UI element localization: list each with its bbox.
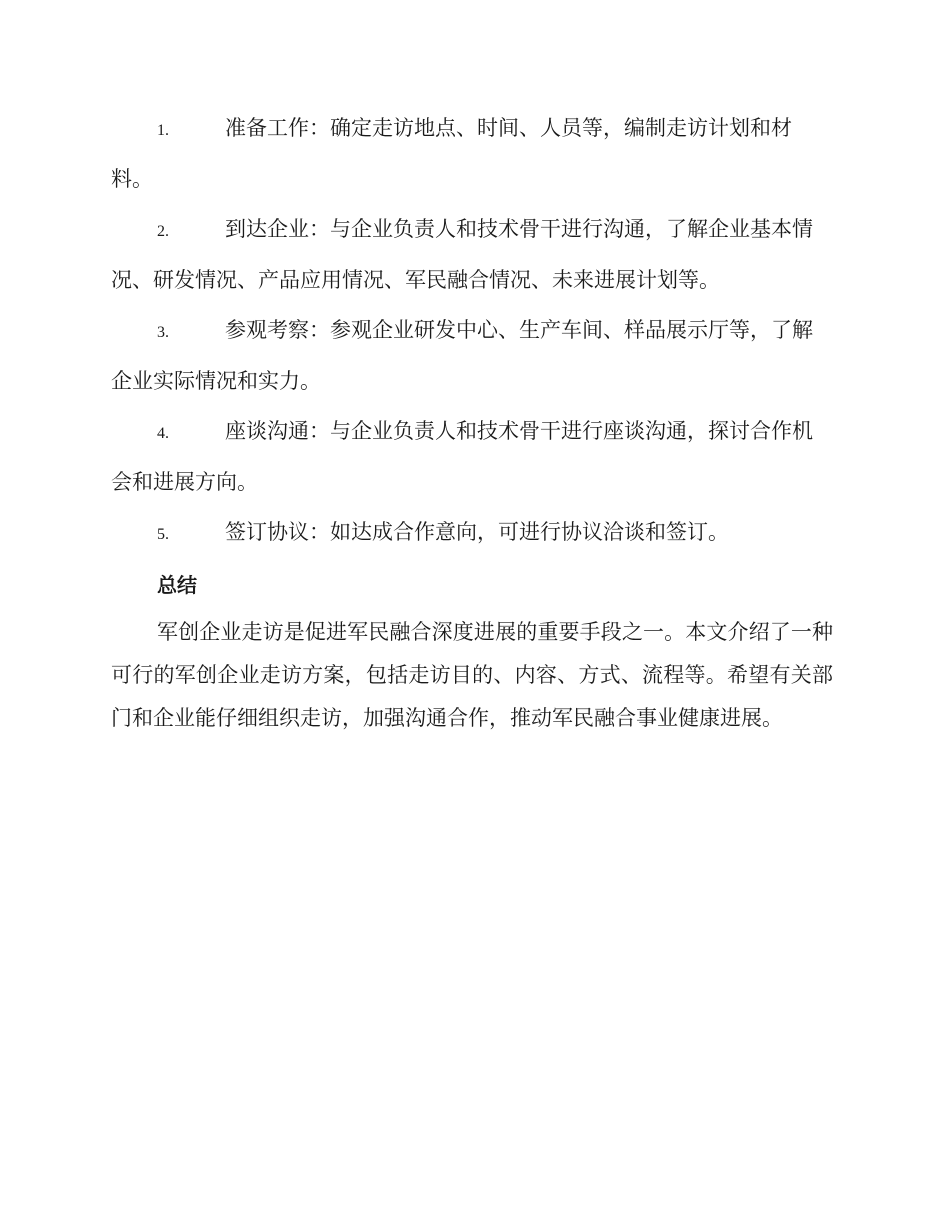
list-item-text: 座谈沟通：与企业负责人和技术骨干进行座谈沟通，探讨合作机会和进展方向。 xyxy=(111,419,813,494)
list-item-number: 2. xyxy=(157,223,169,240)
list-item-number: 4. xyxy=(157,425,169,442)
list-item xyxy=(111,104,833,203)
list-item-text: 参观考察：参观企业研发中心、生产车间、样品展示厅等，了解企业实际情况和实力。 xyxy=(111,318,813,393)
document-content xyxy=(111,104,833,740)
list-item xyxy=(111,205,833,304)
list-item xyxy=(111,306,833,405)
list-item-number: 5. xyxy=(157,526,169,543)
summary-heading: 总结 xyxy=(157,573,197,597)
summary-paragraph: 军创企业走访是促进军民融合深度进展的重要手段之一。本文介绍了一种可行的军创企业走访方案，包括走访目的、内容、方式、流程等。希望有关部门和企业能仔细组织走访，加强沟通合作，推动军民融合事业健康进展。 xyxy=(111,620,833,730)
list-item-number: 3. xyxy=(157,324,169,341)
list-item xyxy=(111,508,833,559)
list-item-text: 准备工作：确定走访地点、时间、人员等，编制走访计划和材料。 xyxy=(111,116,792,191)
list-item xyxy=(111,407,833,506)
list-item-text: 签订协议：如达成合作意向，可进行协议洽谈和签订。 xyxy=(225,520,729,544)
list-item-text: 到达企业：与企业负责人和技术骨干进行沟通，了解企业基本情况、研发情况、产品应用情况、军民融合情况、未来进展计划等。 xyxy=(111,217,813,292)
list-item-number: 1. xyxy=(157,122,169,139)
